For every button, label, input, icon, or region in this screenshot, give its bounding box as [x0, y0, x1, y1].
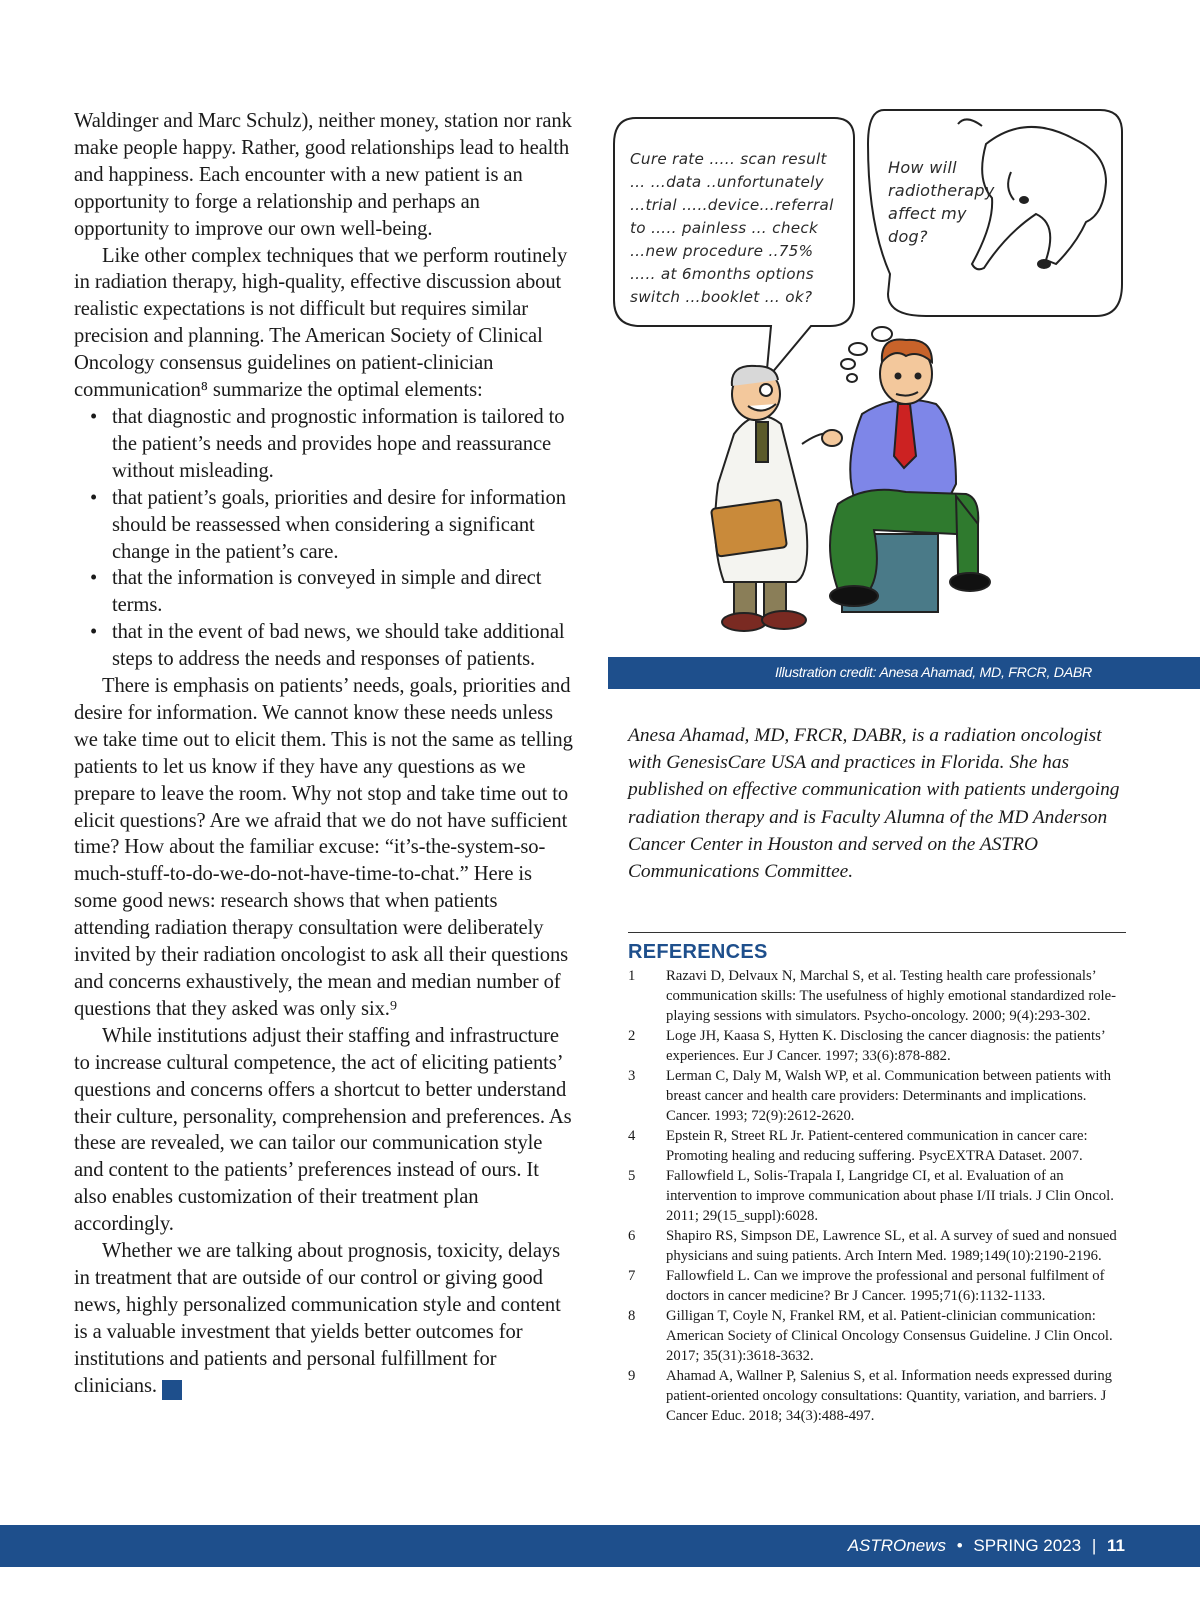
- doctor-speech-text: [630, 148, 840, 309]
- speech-line: switch …booklet … ok?: [630, 288, 813, 306]
- reference-item: [628, 1306, 1128, 1366]
- speech-line: …new procedure ..75%: [630, 242, 814, 260]
- section-divider: [628, 932, 1126, 933]
- author-bio-text: Anesa Ahamad, MD, FRCR, DABR, is a radiation oncologist with GenesisCare USA and practices in Florida. She has published on effective communication with patients undergoing radiation therapy and is Faculty Alumna of the MD Anderson Cancer Center in Houston and served on the ASTRO Communications Committee.: [628, 725, 1120, 883]
- author-bio: [628, 722, 1128, 885]
- article-paragraph: While institutions adjust their staffing and infrastructure to increase cultural competence, the act of eliciting patients’ questions and concerns offers a shortcut to better understand their culture, personality, comprehension and preferences. As these are revealed, we can tailor our communication style and content to the patients’ preferences instead of ours. It also enables customization of their treatment plan accordingly.: [74, 1024, 572, 1236]
- page-footer: [0, 1525, 1200, 1567]
- cartoon-illustration: [606, 104, 1126, 644]
- reference-text: Shapiro RS, Simpson DE, Lawrence SL, et al. A survey of sued and nonsued physicians and suing patients. Arch Intern Med. 1989;149(10):2190-2196.: [666, 1228, 1117, 1264]
- thought-line: radiotherapy: [888, 181, 995, 200]
- guideline-list: [74, 404, 574, 673]
- reference-item: [628, 1066, 1128, 1126]
- reference-number: 1: [628, 968, 636, 984]
- article-paragraph: [74, 1238, 574, 1400]
- guideline-item: • that patient’s goals, priorities and desire for information should be reassessed when considering a significant change in the patient’s care.: [112, 485, 574, 566]
- final-paragraph-text: Whether we are talking about prognosis, toxicity, delays in treatment that are outside of our control or giving good news, highly personalized communication style and content is a valuable investment that yields better outcomes for institutions and patients and personal fulfillment for clinicians.: [74, 1240, 561, 1397]
- doctor-drawing: [711, 366, 842, 631]
- thought-line: affect my: [888, 204, 967, 223]
- guideline-item: • that diagnostic and prognostic information is tailored to the patient’s needs and provides hope and reassurance without misleading.: [112, 404, 574, 485]
- page-number: 11: [1107, 1536, 1125, 1555]
- references-list: [628, 966, 1128, 1426]
- reference-item: [628, 1366, 1128, 1426]
- speech-line: Cure rate ….. scan result: [630, 150, 827, 168]
- reference-text: Fallowfield L, Solis-Trapala I, Langridge CI, et al. Evaluation of an intervention to improve communication about phase I/II trials. J Clin Oncol. 2011; 29(15_suppl):6028.: [666, 1168, 1114, 1224]
- patient-thought-text: [888, 156, 998, 248]
- footer-info: [848, 1525, 1125, 1567]
- reference-item: [628, 966, 1128, 1026]
- reference-text: Loge JH, Kaasa S, Hytten K. Disclosing the cancer diagnosis: the patients’ experiences. Eur J Cancer. 1997; 33(6):878-882.: [666, 1028, 1105, 1064]
- publication-name: ASTROnews: [847, 1536, 946, 1555]
- reference-item: [628, 1026, 1128, 1066]
- reference-number: 9: [628, 1368, 636, 1384]
- article-paragraph: Like other complex techniques that we perform routinely in radiation therapy, high-quality, effective discussion about realistic expectations is not difficult but requires similar precision and planning. The American Society of Clinical Oncology consensus guidelines on patient-clinician communication⁸ summarize the optimal elements:: [74, 244, 568, 402]
- guideline-item: • that in the event of bad news, we should take additional steps to address the needs and responses of patients.: [112, 619, 574, 673]
- speech-line: …trial …..device…referral: [630, 196, 834, 214]
- illustration-credit: Illustration credit: Anesa Ahamad, MD, FRCR, DABR: [608, 657, 1200, 689]
- speech-line: to ….. painless … check: [630, 219, 819, 237]
- reference-number: 5: [628, 1168, 636, 1184]
- reference-text: Razavi D, Delvaux N, Marchal S, et al. Testing health care professionals’ communication skills: The usefulness of highly emotional standardized role-playing sessions with simulators. Psycho-oncology. 2000; 9(4):293-302.: [666, 968, 1117, 1024]
- reference-text: Fallowfield L. Can we improve the professional and personal fulfilment of doctors in cancer medicine? Br J Cancer. 1995;71(6):1132-1133.: [666, 1268, 1105, 1304]
- reference-number: 6: [628, 1228, 636, 1244]
- thought-line: How will: [888, 158, 957, 177]
- reference-text: Epstein R, Street RL Jr. Patient-centered communication in cancer care: Promoting healing and reducing suffering. PsycEXTRA Dataset. 2007.: [666, 1128, 1088, 1164]
- end-of-article-icon: A: [162, 1380, 182, 1400]
- article-body: [74, 108, 574, 1400]
- issue-label: SPRING 2023: [973, 1536, 1082, 1555]
- speech-line: ….. at 6months options: [630, 265, 814, 283]
- reference-item: [628, 1226, 1128, 1266]
- article-paragraph: There is emphasis on patients’ needs, goals, priorities and desire for information. We cannot know these needs unless we take time out to elicit them. This is not the same as telling patients to let us know if they have any questions as we prepare to leave the room. Why not stop and take time out to elicit questions? Are we afraid that we do not have sufficient time? How about the familiar excuse: “it’s-the-system-so-much-stuff-to-do-we-do-not-have-time-to-chat.” Here is some good news: research shows that when patients attending radiation therapy consultation were deliberately invited by their radiation oncologist to ask all their questions and concerns exhaustively, the mean and median number of questions that they asked was only six.⁹: [74, 675, 573, 1020]
- footer-bullet: •: [956, 1536, 963, 1555]
- reference-item: [628, 1126, 1128, 1166]
- reference-number: 4: [628, 1128, 636, 1144]
- reference-item: [628, 1166, 1128, 1226]
- thought-line: dog?: [888, 227, 928, 246]
- reference-number: 3: [628, 1068, 636, 1084]
- guideline-item: • that the information is conveyed in simple and direct terms.: [112, 565, 574, 619]
- reference-item: [628, 1266, 1128, 1306]
- reference-text: Gilligan T, Coyle N, Frankel RM, et al. Patient-clinician communication: American Society of Clinical Oncology Consensus Guideline. J Clin Oncol. 2017; 35(31):3618-3632.: [666, 1308, 1113, 1364]
- reference-number: 8: [628, 1308, 636, 1324]
- reference-text: Ahamad A, Wallner P, Salenius S, et al. Information needs expressed during patient-oriented oncology consultations: Quantity, variation, and barriers. J Cancer Educ. 2018; 34(3):488-497.: [666, 1368, 1113, 1424]
- reference-number: 7: [628, 1268, 636, 1284]
- article-paragraph: Waldinger and Marc Schulz), neither money, station nor rank make people happy. Rather, good relationships lead to health and happiness. Each encounter with a new patient is an opportunity to forge a relationship and perhaps an opportunity to improve our own well-being.: [74, 110, 572, 240]
- reference-text: Lerman C, Daly M, Walsh WP, et al. Communication between patients with breast cancer and health care providers: Determinants and implications. Cancer. 1993; 72(9):2612-2620.: [666, 1068, 1111, 1124]
- footer-divider: |: [1091, 1536, 1097, 1555]
- references-heading: REFERENCES: [628, 941, 768, 963]
- reference-number: 2: [628, 1028, 636, 1044]
- speech-line: … …data ..unfortunately: [630, 173, 824, 191]
